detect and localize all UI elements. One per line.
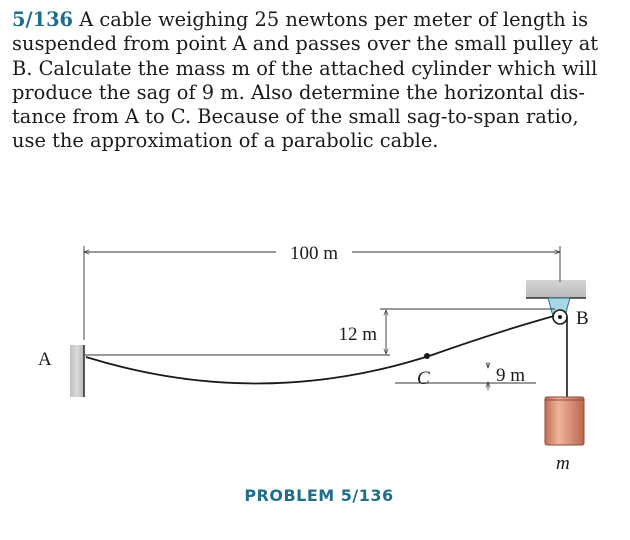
- problem-line-6: use the approximation of a parabolic cable.: [12, 129, 439, 153]
- wall-a: [70, 345, 84, 397]
- pulley-axle: [558, 315, 562, 319]
- problem-line-3: B. Calculate the mass m of the attached cylinder which will: [12, 56, 598, 80]
- problem-line-2: suspended from point A and passes over the small pulley at: [12, 32, 599, 56]
- sag-label: 9 m: [496, 365, 526, 386]
- problem-line-1: A cable weighing 25 newtons per meter of length is: [79, 8, 589, 31]
- label-m: m: [556, 453, 570, 474]
- point-c-dot: [424, 353, 430, 359]
- problem-line-4: produce the sag of 9 m. Also determine the horizontal dis-: [12, 80, 585, 104]
- height-label: 12 m: [338, 324, 377, 345]
- label-a: A: [38, 349, 52, 370]
- problem-line-5: tance from A to C. Because of the small sag-to-span ratio,: [12, 105, 579, 129]
- cylinder-m: [545, 397, 584, 445]
- ceiling-block: [526, 280, 586, 298]
- cable: [86, 316, 554, 384]
- span-label: 100 m: [289, 243, 339, 264]
- label-c: C: [417, 368, 430, 389]
- problem-caption: PROBLEM 5/136: [244, 486, 394, 505]
- label-b: B: [576, 308, 589, 329]
- problem-number: 5/136: [12, 8, 74, 31]
